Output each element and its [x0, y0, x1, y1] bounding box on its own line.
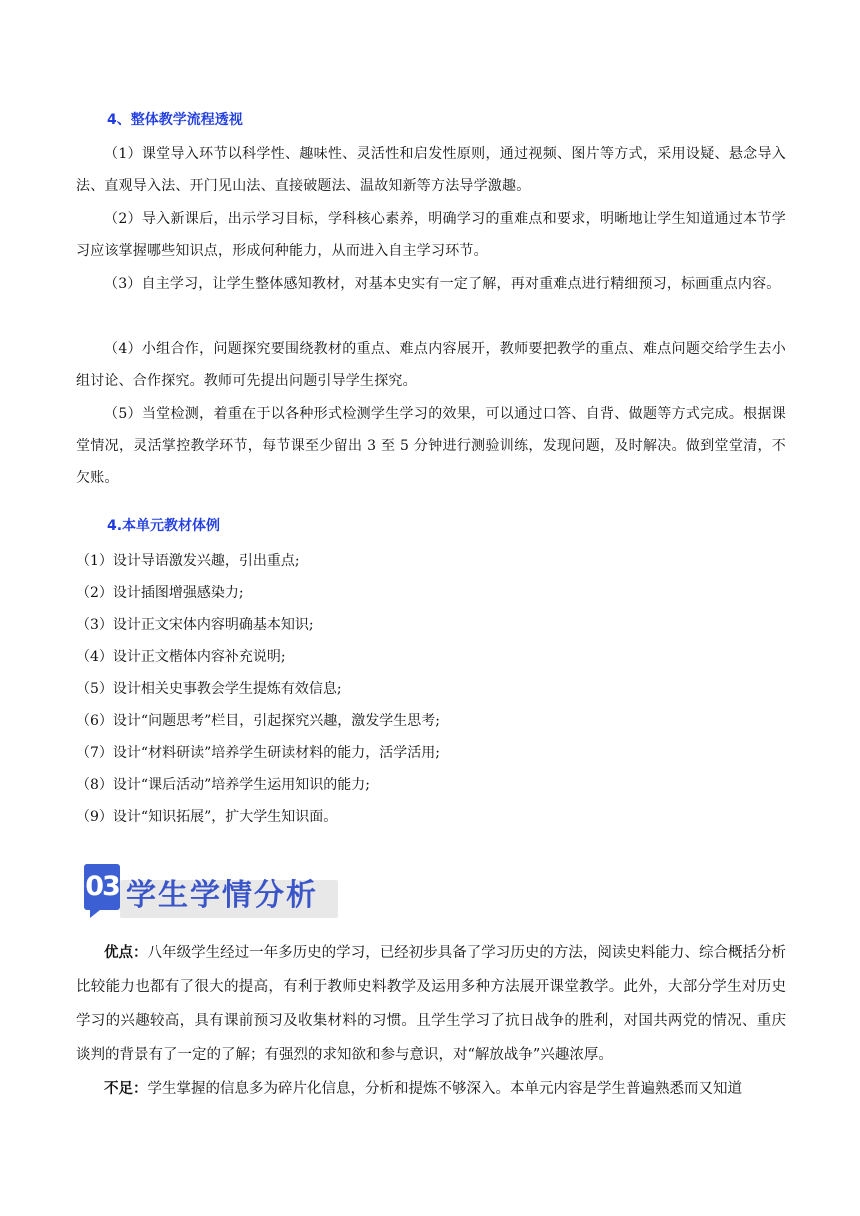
list-item: （2）设计插图增强感染力;	[76, 585, 244, 601]
list-item: （9）设计“知识拓展”，扩大学生知识面。	[76, 809, 338, 825]
banner-fold-icon	[90, 910, 100, 918]
weakness-label: 不足：	[104, 1080, 148, 1097]
materials-list	[76, 545, 440, 833]
strength-label: 优点：	[104, 944, 148, 961]
list-item: （3）设计正文宋体内容明确基本知识;	[76, 617, 314, 633]
weakness-text: 学生掌握的信息多为碎片化信息，分析和提炼不够深入。本单元内容是学生普遍熟悉而又知道	[147, 1081, 742, 1097]
paragraph-flow-3: （3）自主学习，让学生整体感知教材，对基本史实有一定了解，再对重难点进行精细预习，标画重点内容。	[104, 276, 781, 292]
paragraph-strengths	[76, 936, 786, 1072]
paragraph-flow-4: （4）小组合作，问题探究要围绕教材的重点、难点内容展开，教师要把教学的重点、难点问题交给学生去小组讨论、合作探究。教师可先提出问题引导学生探究。	[76, 341, 786, 389]
paragraph-weaknesses	[76, 1072, 786, 1106]
list-item: （4）设计正文楷体内容补充说明;	[76, 649, 286, 665]
banner-title: 学生学情分析	[126, 878, 318, 913]
section-heading-teaching-flow: 4、整体教学流程透视	[107, 112, 243, 128]
section-banner-student-analysis	[80, 858, 340, 922]
banner-number-badge: 03	[84, 864, 120, 910]
list-item: （7）设计“材料研读”培养学生研读材料的能力，活学活用;	[76, 745, 440, 761]
strength-text: 八年级学生经过一年多历史的学习，已经初步具备了学习历史的方法，阅读史料能力、综合概括分析比较能力也都有了很大的提高，有利于教师史料教学及运用多种方法展开课堂教学。此外，大部分学生对历史学习的兴趣较高，具有课前预习及收集材料的习惯。且学生学习了抗日战争的胜利，对国共两党的情况、重庆谈判的背景有了一定的了解；有强烈的求知欲和参与意识，对“解放战争”兴趣浓厚。	[76, 945, 787, 1063]
list-item: （6）设计“问题思考”栏目，引起探究兴趣，激发学生思考;	[76, 713, 440, 729]
paragraph-flow-5: （5）当堂检测，着重在于以各种形式检测学生学习的效果，可以通过口答、自背、做题等方式完成。根据课堂情况，灵活掌控教学环节，每节课至少留出 3 至 5 分钟进行测验训练，发现问题，及时解决。做到堂堂清，不欠账。	[76, 406, 786, 486]
list-item: （1）设计导语激发兴趣，引出重点;	[76, 553, 300, 569]
paragraph-flow-2: （2）导入新课后，出示学习目标，学科核心素养，明确学习的重难点和要求，明晰地让学生知道通过本节学习应该掌握哪些知识点，形成何种能力，从而进入自主学习环节。	[76, 211, 786, 259]
paragraph-flow-1: （1）课堂导入环节以科学性、趣味性、灵活性和启发性原则，通过视频、图片等方式，采用设疑、悬念导入法、直观导入法、开门见山法、直接破题法、温故知新等方法导学激趣。	[76, 146, 786, 194]
list-item: （5）设计相关史事教会学生提炼有效信息;	[76, 681, 342, 697]
section-heading-unit-materials: 4.本单元教材体例	[107, 518, 221, 534]
list-item: （8）设计“课后活动”培养学生运用知识的能力;	[76, 777, 370, 793]
